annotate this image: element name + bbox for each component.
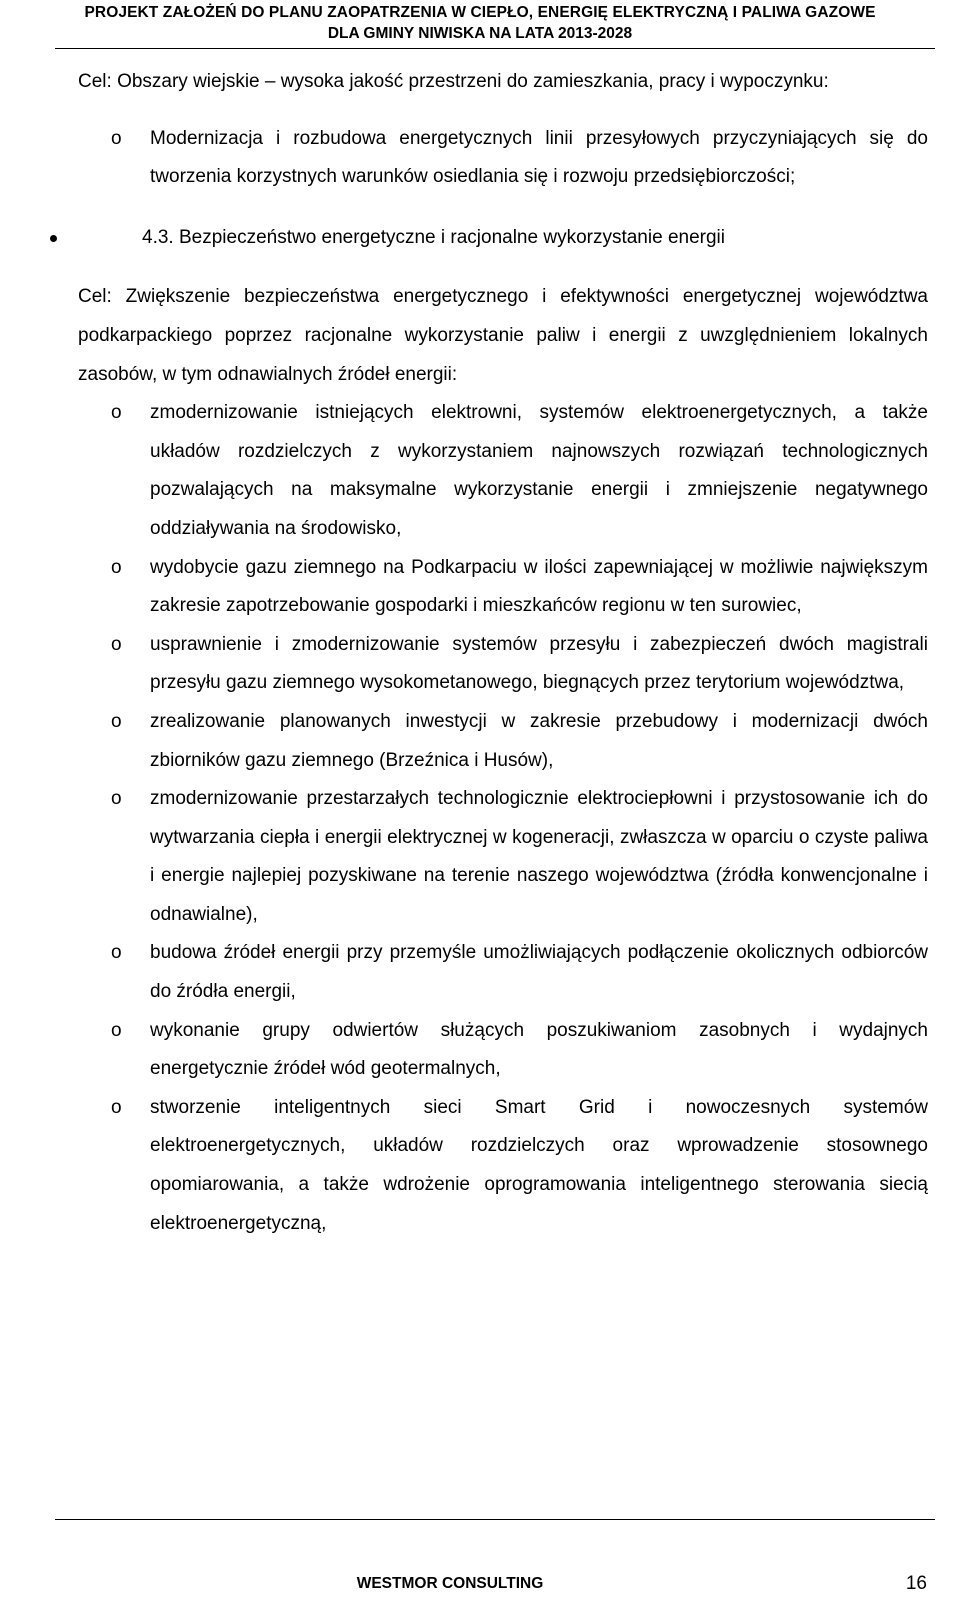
list-item-text: Modernizacja i rozbudowa energetycznych linii przesyłowych przyczyniających się do tworzenia korzystnych warunków osiedlania się i rozwoju przedsiębiorczości; [150,127,928,188]
list-item [78,1089,928,1243]
list-item-text: usprawnienie i zmodernizowanie systemów przesyłu i zabezpieczeń dwóch magistrali przesyłu gazu ziemnego wysokometanowego, biegnących przez terytorium województwa, [150,633,928,694]
list-item-text: zmodernizowanie przestarzałych technologicznie elektrociepłowni i przystosowanie ich do wytwarzania ciepła i energii elektrycznej w kogeneracji, zwłaszcza w oparciu o czyste paliwa i energie najlepiej pozyskiwane na terenie naszego województwa (źródła konwencjonalne i odnawialne), [150,788,928,925]
section-a-goal: Cel: Obszary wiejskie – wysoka jakość przestrzeni do zamieszkania, pracy i wypoczynku: [78,71,829,92]
circle-bullet-icon: o [111,1019,122,1041]
list-item [78,120,928,197]
list-item [78,549,928,626]
circle-bullet-icon: o [111,556,122,578]
list-item-text: wykonanie grupy odwiertów służących poszukiwaniom zasobnych i wydajnych energetycznie źródeł wód geotermalnych, [150,1019,928,1080]
list-item [78,394,928,548]
footer-company: WESTMOR CONSULTING [356,1575,544,1592]
circle-bullet-icon: o [111,1096,122,1118]
circle-bullet-icon: o [111,942,122,964]
section-a-list [78,120,928,197]
list-item-text: zrealizowanie planowanych inwestycji w zakresie przebudowy i modernizacji dwóch zbiorników gazu ziemnego (Brzeźnica i Husów), [150,710,928,771]
footer-divider [55,1519,935,1520]
section-b-list [78,394,928,1243]
list-item-text: budowa źródeł energii przy przemyśle umożliwiających podłączenie okolicznych odbiorców do źródła energii, [150,942,928,1003]
list-item [78,626,928,703]
page-number: 16 [905,1573,927,1594]
list-item [78,934,928,1011]
section-heading [78,219,928,258]
list-item [78,1012,928,1089]
circle-bullet-icon: o [111,788,122,810]
bullet-dot-icon [50,235,57,242]
header-divider [55,48,935,49]
header-title-line2: DLA GMINY NIWISKA NA LATA 2013-2028 [327,25,633,42]
document-body [78,63,928,1243]
circle-bullet-icon: o [111,633,122,655]
circle-bullet-icon: o [111,402,122,424]
list-item [78,703,928,780]
list-item-text: wydobycie gazu ziemnego na Podkarpaciu w ilości zapewniającej w możliwie największym zakresie zapotrzebowanie gospodarki i mieszkańców regionu w ten surowiec, [150,556,928,617]
header-title-line1: PROJEKT ZAŁOŻEŃ DO PLANU ZAOPATRZENIA W CIEPŁO, ENERGIĘ ELEKTRYCZNĄ I PALIWA GAZOWE [84,4,876,21]
circle-bullet-icon: o [111,710,122,732]
section-b-goal: Cel: Zwiększenie bezpieczeństwa energetycznego i efektywności energetycznej województwa podkarpackiego poprzez racjonalne wykorzystanie paliw i energii z uwzględnieniem lokalnych zasobów, w tym odnawialnych źródeł energii: [78,286,928,385]
section-heading-text: 4.3. Bezpieczeństwo energetyczne i racjonalne wykorzystanie energii [142,226,725,248]
list-item [78,780,928,934]
list-item-text: stworzenie inteligentnych sieci Smart Grid i nowoczesnych systemów elektroenergetycznych, układów rozdzielczych oraz wprowadzenie stosownego opomiarowania, a także wdrożenie oprogramowania inteligentnego sterowania siecią elektroenergetyczną, [150,1096,928,1234]
list-item-text: zmodernizowanie istniejących elektrowni, systemów elektroenergetycznych, a także układów rozdzielczych z wykorzystaniem najnowszych rozwiązań technologicznych pozwalających na maksymalne wykorzystanie energii i zmniejszenie negatywnego oddziaływania na środowisko, [150,402,928,539]
circle-bullet-icon: o [111,127,122,149]
